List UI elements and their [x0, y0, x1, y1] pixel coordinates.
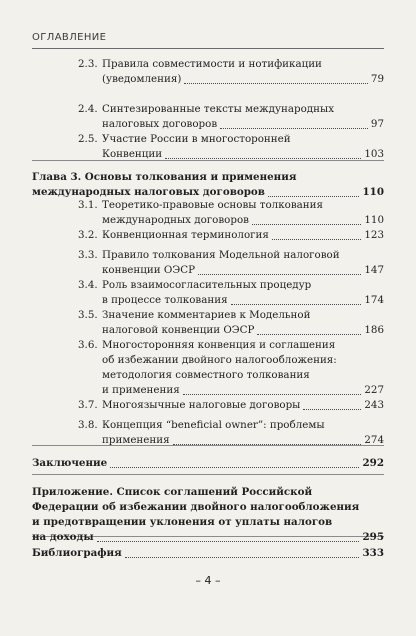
dot-leader [272, 239, 361, 240]
entry-title-line: Правила совместимости и нотификации [102, 58, 322, 70]
entry-page-number: 174 [364, 294, 384, 306]
toc-entry[interactable] [78, 228, 384, 243]
entry-title-line: Роль взаимосогласительных процедур [102, 279, 312, 291]
entry-title-line: Заключение [32, 457, 108, 469]
section-number: 3.2. [78, 229, 98, 241]
dot-leader [110, 467, 359, 468]
section-number: 3.3. [78, 249, 98, 261]
dot-leader [97, 541, 359, 542]
entry-page-number: 333 [362, 547, 384, 559]
toc-entry[interactable] [32, 485, 384, 545]
toc-entry[interactable] [78, 57, 384, 87]
section-number: 3.4. [78, 279, 98, 291]
entry-title-line: Значение комментариев к Модельной [102, 309, 311, 321]
dot-leader [220, 128, 368, 129]
entry-title-line: международных договоров [102, 214, 249, 226]
dot-leader [198, 274, 361, 275]
toc-entry[interactable] [78, 398, 384, 413]
entry-title-line: Многосторонняя конвенция и соглашения [102, 339, 336, 351]
entry-title-line: применения [102, 434, 170, 446]
entry-title-line: Участие России в многосторонней [102, 133, 291, 145]
dot-leader [183, 394, 361, 395]
entry-page-number: 274 [364, 434, 384, 446]
section-number: 2.3. [78, 58, 98, 70]
toc-entry[interactable] [32, 456, 384, 471]
toc-entry[interactable] [78, 102, 384, 132]
toc-entry[interactable] [78, 278, 384, 308]
toc-entry[interactable] [78, 132, 384, 162]
toc-entry[interactable] [32, 546, 384, 561]
entry-page-number: 97 [370, 118, 384, 130]
section-number: 3.8. [78, 419, 98, 431]
entry-title-line: Конвенции [102, 148, 163, 160]
page-number: – 4 – [195, 574, 221, 587]
entry-title-line: Приложение. Список соглашений Российской [32, 486, 313, 498]
toc-entry[interactable] [78, 308, 384, 338]
section-number: 2.5. [78, 133, 98, 145]
entry-title-line: Правило толкования Модельной налоговой [102, 249, 340, 261]
entry-page-number: 292 [362, 457, 384, 469]
dot-leader [173, 444, 361, 445]
entry-page-number: 123 [364, 229, 384, 241]
entry-title-line: в процессе толкования [102, 294, 228, 306]
section-number: 3.6. [78, 339, 98, 351]
dot-leader [303, 409, 361, 410]
entry-page-number: 243 [364, 399, 384, 411]
section-number: 3.1. [78, 199, 98, 211]
entry-title-line: налоговых договоров [102, 118, 218, 130]
entry-title-line: Концепция “beneficial owner”: проблемы [102, 419, 325, 431]
section-number: 2.4. [78, 103, 98, 115]
entry-page-number: 227 [364, 384, 384, 396]
section-number: 3.5. [78, 309, 98, 321]
entry-title-line: и предотвращении уклонения от уплаты налогов [32, 516, 333, 528]
dot-leader [165, 158, 361, 159]
entry-page-number: 79 [370, 73, 384, 85]
entry-title-line: Конвенционная терминология [102, 229, 269, 241]
entry-title-line: и применения [102, 384, 180, 396]
entry-page-number: 110 [362, 186, 384, 198]
entry-title-line: международных налоговых договоров [32, 186, 265, 198]
entry-page-number: 295 [362, 531, 384, 543]
entry-title-line: на доходы [32, 531, 94, 543]
entry-page-number: 103 [364, 148, 384, 160]
entry-title-line: (уведомления) [102, 73, 182, 85]
entry-page-number: 147 [364, 264, 384, 276]
entry-title-line: Многоязычные налоговые договоры [102, 399, 301, 411]
toc-entry[interactable] [78, 338, 384, 398]
dot-leader [268, 196, 359, 197]
entry-page-number: 110 [364, 214, 384, 226]
entry-title-line: Теоретико-правовые основы толкования [102, 199, 323, 211]
section-divider [32, 474, 384, 475]
entry-title-line: Глава 3. Основы толкования и применения [32, 171, 297, 183]
toc-entry[interactable] [78, 418, 384, 448]
entry-title-line: конвенции ОЭСР [102, 264, 195, 276]
header-rule [32, 48, 384, 49]
dot-leader [252, 224, 361, 225]
toc-entry[interactable] [78, 248, 384, 278]
dot-leader [231, 304, 361, 305]
entry-title-line: методология совместного толкования [102, 369, 310, 381]
entry-title-line: Синтезированные тексты международных [102, 103, 335, 115]
entry-title-line: Библиография [32, 547, 122, 559]
section-number: 3.7. [78, 399, 98, 411]
entry-title-line: Федерации об избежании двойного налогообложения [32, 501, 360, 513]
entry-title-line: об избежании двойного налогообложения: [102, 354, 337, 366]
dot-leader [125, 557, 359, 558]
dot-leader [184, 83, 368, 84]
entry-title-line: налоговой конвенции ОЭСР [102, 324, 255, 336]
toc-entry[interactable] [78, 198, 384, 228]
entry-page-number: 186 [364, 324, 384, 336]
dot-leader [257, 334, 361, 335]
toc-entry[interactable] [32, 170, 384, 200]
running-head: ОГЛАВЛЕНИЕ [32, 32, 107, 43]
